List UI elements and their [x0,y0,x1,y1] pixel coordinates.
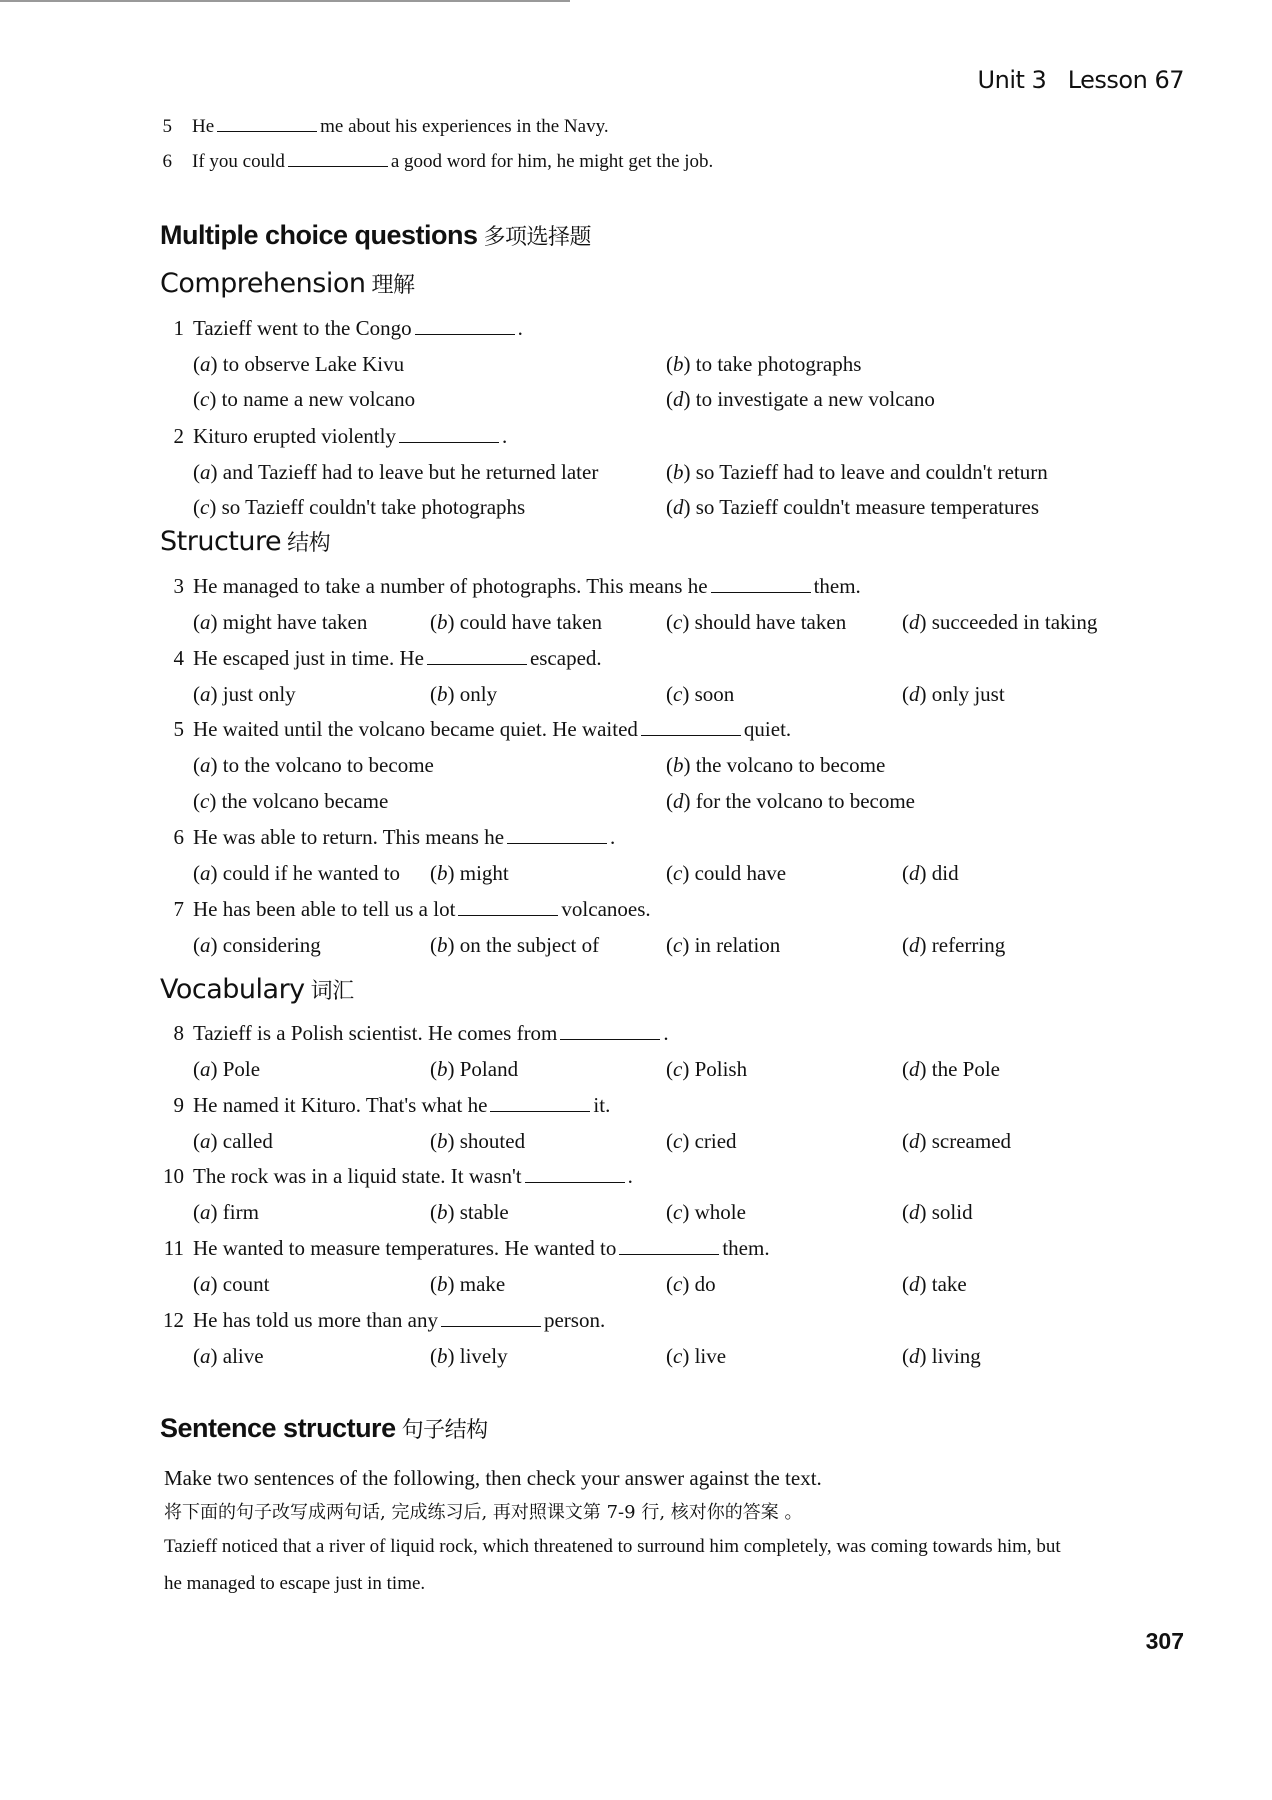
option-text: should have taken [694,610,847,634]
question-stem-before: He escaped just in time. He [193,646,424,670]
answer-option: (d) so Tazieff couldn't measure temperatures [666,495,1039,519]
option-text: solid [931,1200,973,1224]
option-text: so Tazieff had to leave and couldn't return [695,460,1048,484]
question-text [193,1092,610,1118]
option-letter: d [909,861,920,885]
question-text [193,315,523,341]
question-number: 7 [173,897,184,921]
option-text: to the volcano to become [222,753,434,777]
option-letter: c [673,682,683,706]
answer-option: (d) referring [902,933,1006,957]
answer-blank [288,150,388,167]
question-number: 11 [163,1236,184,1260]
option-text: whole [694,1200,746,1224]
question-stem-after: them. [813,574,861,598]
option-letter: b [437,861,448,885]
question-text [193,1307,605,1333]
answer-option: (d) solid [902,1200,973,1224]
question-stem-after: . [501,424,508,448]
answer-option: (b) could have taken [430,610,603,634]
question-stem-after: a good word for him, he might get the job. [390,151,714,172]
option-letter: b [437,1200,448,1224]
option-letter: b [673,352,684,376]
option-letter: a [200,1344,211,1368]
option-text: to investigate a new volcano [695,387,935,411]
answer-option: (c) in relation [666,933,781,957]
option-letter: a [200,610,211,634]
answer-option: (d) to investigate a new volcano [666,387,935,411]
option-text: stable [459,1200,509,1224]
answer-option: (d) succeeded in taking [902,610,1098,634]
answer-option: (a) and Tazieff had to leave but he returned later [193,460,599,484]
answer-option: (c) Polish [666,1057,748,1081]
question-stem-before: If you could [192,151,285,172]
option-letter: a [200,753,211,777]
exercise-sentence: Tazieff noticed that a river of liquid rock, which threatened to surround him completely, was coming towards him, but [164,1536,1061,1557]
answer-option: (d) did [902,861,959,885]
question-text [192,114,609,140]
option-letter: a [200,1200,211,1224]
answer-option: (a) to observe Lake Kivu [193,352,405,376]
answer-option: (b) shouted [430,1129,526,1153]
answer-option: (b) lively [430,1344,508,1368]
scan-edge-line [0,0,570,2]
question-stem-before: He was able to return. This means he [193,825,505,849]
question-stem-before: The rock was in a liquid state. It wasn't [193,1164,522,1188]
sentence-structure-heading-zh: 句子结构 [401,1418,488,1443]
answer-option: (c) could have [666,861,787,885]
question-text [193,573,861,599]
option-letter: b [673,753,684,777]
section-heading [160,526,330,557]
option-text: just only [222,682,296,706]
option-text: living [931,1344,981,1368]
sentence-structure-heading [160,1413,488,1444]
answer-blank [490,1095,590,1112]
option-letter: a [200,352,211,376]
option-letter: c [673,933,683,957]
option-text: firm [222,1200,259,1224]
answer-option: (b) make [430,1272,506,1296]
question-stem-before: Tazieff went to the Congo [193,316,412,340]
question-number: 5 [162,116,172,137]
question-stem-after: it. [593,1093,611,1117]
question-stem-after: them. [722,1236,770,1260]
lesson-label: Lesson 67 [1067,66,1184,94]
option-text: the volcano became [221,789,389,813]
option-text: did [931,861,959,885]
answer-option: (a) firm [193,1200,259,1224]
option-text: so Tazieff couldn't measure temperatures [695,495,1039,519]
question-number: 3 [173,574,184,598]
option-text: for the volcano to become [695,789,915,813]
answer-blank [399,426,499,443]
option-text: in relation [694,933,781,957]
option-text: to observe Lake Kivu [222,352,405,376]
question-stem-after: . [663,1021,669,1045]
answer-option: (c) the volcano became [193,789,389,813]
answer-option: (a) considering [193,933,321,957]
answer-option: (b) so Tazieff had to leave and couldn't return [666,460,1048,484]
question-number: 4 [173,646,184,670]
answer-option: (c) so Tazieff couldn't take photographs [193,495,526,519]
option-letter: a [200,682,211,706]
option-letter: d [909,1272,920,1296]
option-text: do [694,1272,716,1296]
question-stem-after: . [627,1164,633,1188]
option-letter: a [200,1129,211,1153]
option-text: alive [222,1344,264,1368]
question-stem-after: . [517,316,523,340]
option-text: Poland [459,1057,519,1081]
answer-blank [641,719,741,736]
answer-blank [415,318,515,335]
option-letter: a [200,1057,211,1081]
option-letter: c [673,861,683,885]
answer-option: (d) for the volcano to become [666,789,915,813]
question-number: 6 [162,151,172,172]
answer-option: (c) should have taken [666,610,847,634]
option-text: only just [931,682,1005,706]
answer-option: (b) stable [430,1200,509,1224]
option-text: live [694,1344,727,1368]
option-text: shouted [459,1129,526,1153]
page-number: 307 [1145,1628,1184,1654]
question-stem-after: person. [543,1308,606,1332]
option-letter: d [909,610,920,634]
answer-option: (b) Poland [430,1057,519,1081]
question-number: 1 [173,316,184,340]
question-text [193,423,507,449]
option-text: might have taken [222,610,368,634]
question-stem-before: He [192,116,215,137]
answer-option: (a) just only [193,682,296,706]
answer-blank [525,1166,625,1183]
answer-blank [507,827,607,844]
option-letter: c [673,1129,683,1153]
question-stem-before: He waited until the volcano became quiet. He waited [193,717,638,741]
option-text: cried [694,1129,737,1153]
answer-option: (b) on the subject of [430,933,600,957]
option-letter: b [437,682,448,706]
option-letter: b [437,1344,448,1368]
option-text: Pole [222,1057,261,1081]
question-number: 6 [173,825,184,849]
answer-option: (c) to name a new volcano [193,387,416,411]
option-letter: a [200,861,211,885]
answer-option: (d) screamed [902,1129,1012,1153]
answer-option: (d) take [902,1272,967,1296]
question-stem-before: Kituro erupted violently [193,424,396,448]
mcq-heading [160,220,591,251]
option-text: the volcano to become [695,753,886,777]
answer-option: (d) only just [902,682,1005,706]
question-number: 10 [163,1164,184,1188]
answer-blank [458,899,558,916]
option-text: could have [694,861,787,885]
question-stem-before: Tazieff is a Polish scientist. He comes from [193,1021,558,1045]
answer-blank [619,1238,719,1255]
answer-option: (d) living [902,1344,981,1368]
answer-option: (c) soon [666,682,735,706]
question-text [193,645,602,671]
answer-option: (c) live [666,1344,727,1368]
option-letter: d [673,387,684,411]
option-letter: a [200,933,211,957]
sentence-structure-heading-text: Sentence structure [160,1413,396,1443]
option-text: make [459,1272,506,1296]
option-letter: d [909,933,920,957]
exercise-sentence-cont: he managed to escape just in time. [164,1573,426,1594]
option-letter: b [437,1129,448,1153]
option-letter: d [909,682,920,706]
option-letter: a [200,1272,211,1296]
option-text: so Tazieff couldn't take photographs [221,495,526,519]
option-text: called [222,1129,273,1153]
option-letter: d [673,495,684,519]
option-text: the Pole [931,1057,1000,1081]
option-text: soon [694,682,735,706]
question-text [193,896,651,922]
option-text: and Tazieff had to leave but he returned later [222,460,599,484]
option-letter: c [200,495,210,519]
option-letter: c [673,1344,683,1368]
question-text [193,1235,770,1261]
answer-blank [711,576,811,593]
question-number: 2 [173,424,184,448]
answer-option: (b) might [430,861,509,885]
question-text [193,1020,669,1046]
option-letter: d [909,1129,920,1153]
option-text: to name a new volcano [221,387,416,411]
question-number: 12 [163,1308,184,1332]
mcq-heading-zh: 多项选择题 [483,225,592,250]
option-letter: b [437,933,448,957]
question-stem-before: He has told us more than any [193,1308,438,1332]
option-letter: c [673,1200,683,1224]
question-stem-after: quiet. [743,717,792,741]
question-text [193,716,791,742]
section-heading-text: Comprehension [160,268,366,299]
option-text: count [222,1272,270,1296]
option-text: screamed [931,1129,1012,1153]
answer-blank [560,1023,660,1040]
option-text: lively [459,1344,508,1368]
section-heading-zh: 理解 [371,273,415,298]
question-number: 8 [173,1021,184,1045]
option-text: only [459,682,498,706]
option-letter: d [909,1344,920,1368]
option-text: referring [931,933,1006,957]
answer-option: (d) the Pole [902,1057,1000,1081]
instruction: Make two sentences of the following, then check your answer against the text. [164,1466,822,1490]
question-stem-after: escaped. [529,646,602,670]
section-heading-zh: 词汇 [310,979,354,1004]
option-letter: b [437,1272,448,1296]
option-letter: d [909,1200,920,1224]
option-text: take [931,1272,967,1296]
answer-option: (c) do [666,1272,716,1296]
answer-blank [427,648,527,665]
answer-option: (b) the volcano to become [666,753,886,777]
option-text: might [459,861,509,885]
section-heading-zh: 结构 [287,531,331,556]
question-stem-before: He has been able to tell us a lot [193,897,456,921]
answer-option: (c) cried [666,1129,737,1153]
answer-option: (a) count [193,1272,270,1296]
option-letter: c [673,1272,683,1296]
option-text: Polish [694,1057,748,1081]
instruction-zh: 将下面的句子改写成两句话, 完成练习后, 再对照课文第 7-9 行, 核对你的答案 。 [164,1502,803,1523]
section-heading-text: Vocabulary [160,974,305,1005]
option-text: on the subject of [459,933,600,957]
option-text: succeeded in taking [931,610,1098,634]
question-stem-before: He wanted to measure temperatures. He wanted to [193,1236,617,1260]
answer-option: (a) might have taken [193,610,368,634]
option-letter: b [673,460,684,484]
option-text: could if he wanted to [222,861,401,885]
answer-option: (a) alive [193,1344,264,1368]
section-heading [160,974,354,1005]
option-letter: c [200,789,210,813]
answer-option: (a) Pole [193,1057,261,1081]
answer-option: (c) whole [666,1200,746,1224]
running-header [978,66,1184,94]
option-text: considering [222,933,321,957]
option-text: could have taken [459,610,603,634]
answer-option: (a) to the volcano to become [193,753,434,777]
option-letter: c [673,610,683,634]
question-stem-after: me about his experiences in the Navy. [320,116,609,137]
option-text: to take photographs [695,352,862,376]
option-letter: c [673,1057,683,1081]
option-letter: d [909,1057,920,1081]
question-number: 9 [173,1093,184,1117]
answer-option: (a) called [193,1129,273,1153]
option-letter: b [437,1057,448,1081]
question-text [192,149,713,175]
question-stem-before: He managed to take a number of photographs. This means he [193,574,708,598]
question-stem-after: . [610,825,616,849]
answer-option: (b) to take photographs [666,352,862,376]
answer-option: (b) only [430,682,498,706]
question-text [193,1163,633,1189]
question-stem-before: He named it Kituro. That's what he [193,1093,488,1117]
question-text [193,824,615,850]
option-letter: a [200,460,211,484]
section-heading [160,268,414,299]
mcq-heading-text: Multiple choice questions [160,220,478,250]
answer-blank [217,115,317,132]
section-heading-text: Structure [160,526,282,557]
question-number: 5 [173,717,184,741]
option-letter: b [437,610,448,634]
answer-blank [441,1310,541,1327]
question-stem-after: volcanoes. [561,897,651,921]
option-letter: c [200,387,210,411]
answer-option: (a) could if he wanted to [193,861,401,885]
option-letter: d [673,789,684,813]
unit-label: Unit 3 [977,66,1047,94]
